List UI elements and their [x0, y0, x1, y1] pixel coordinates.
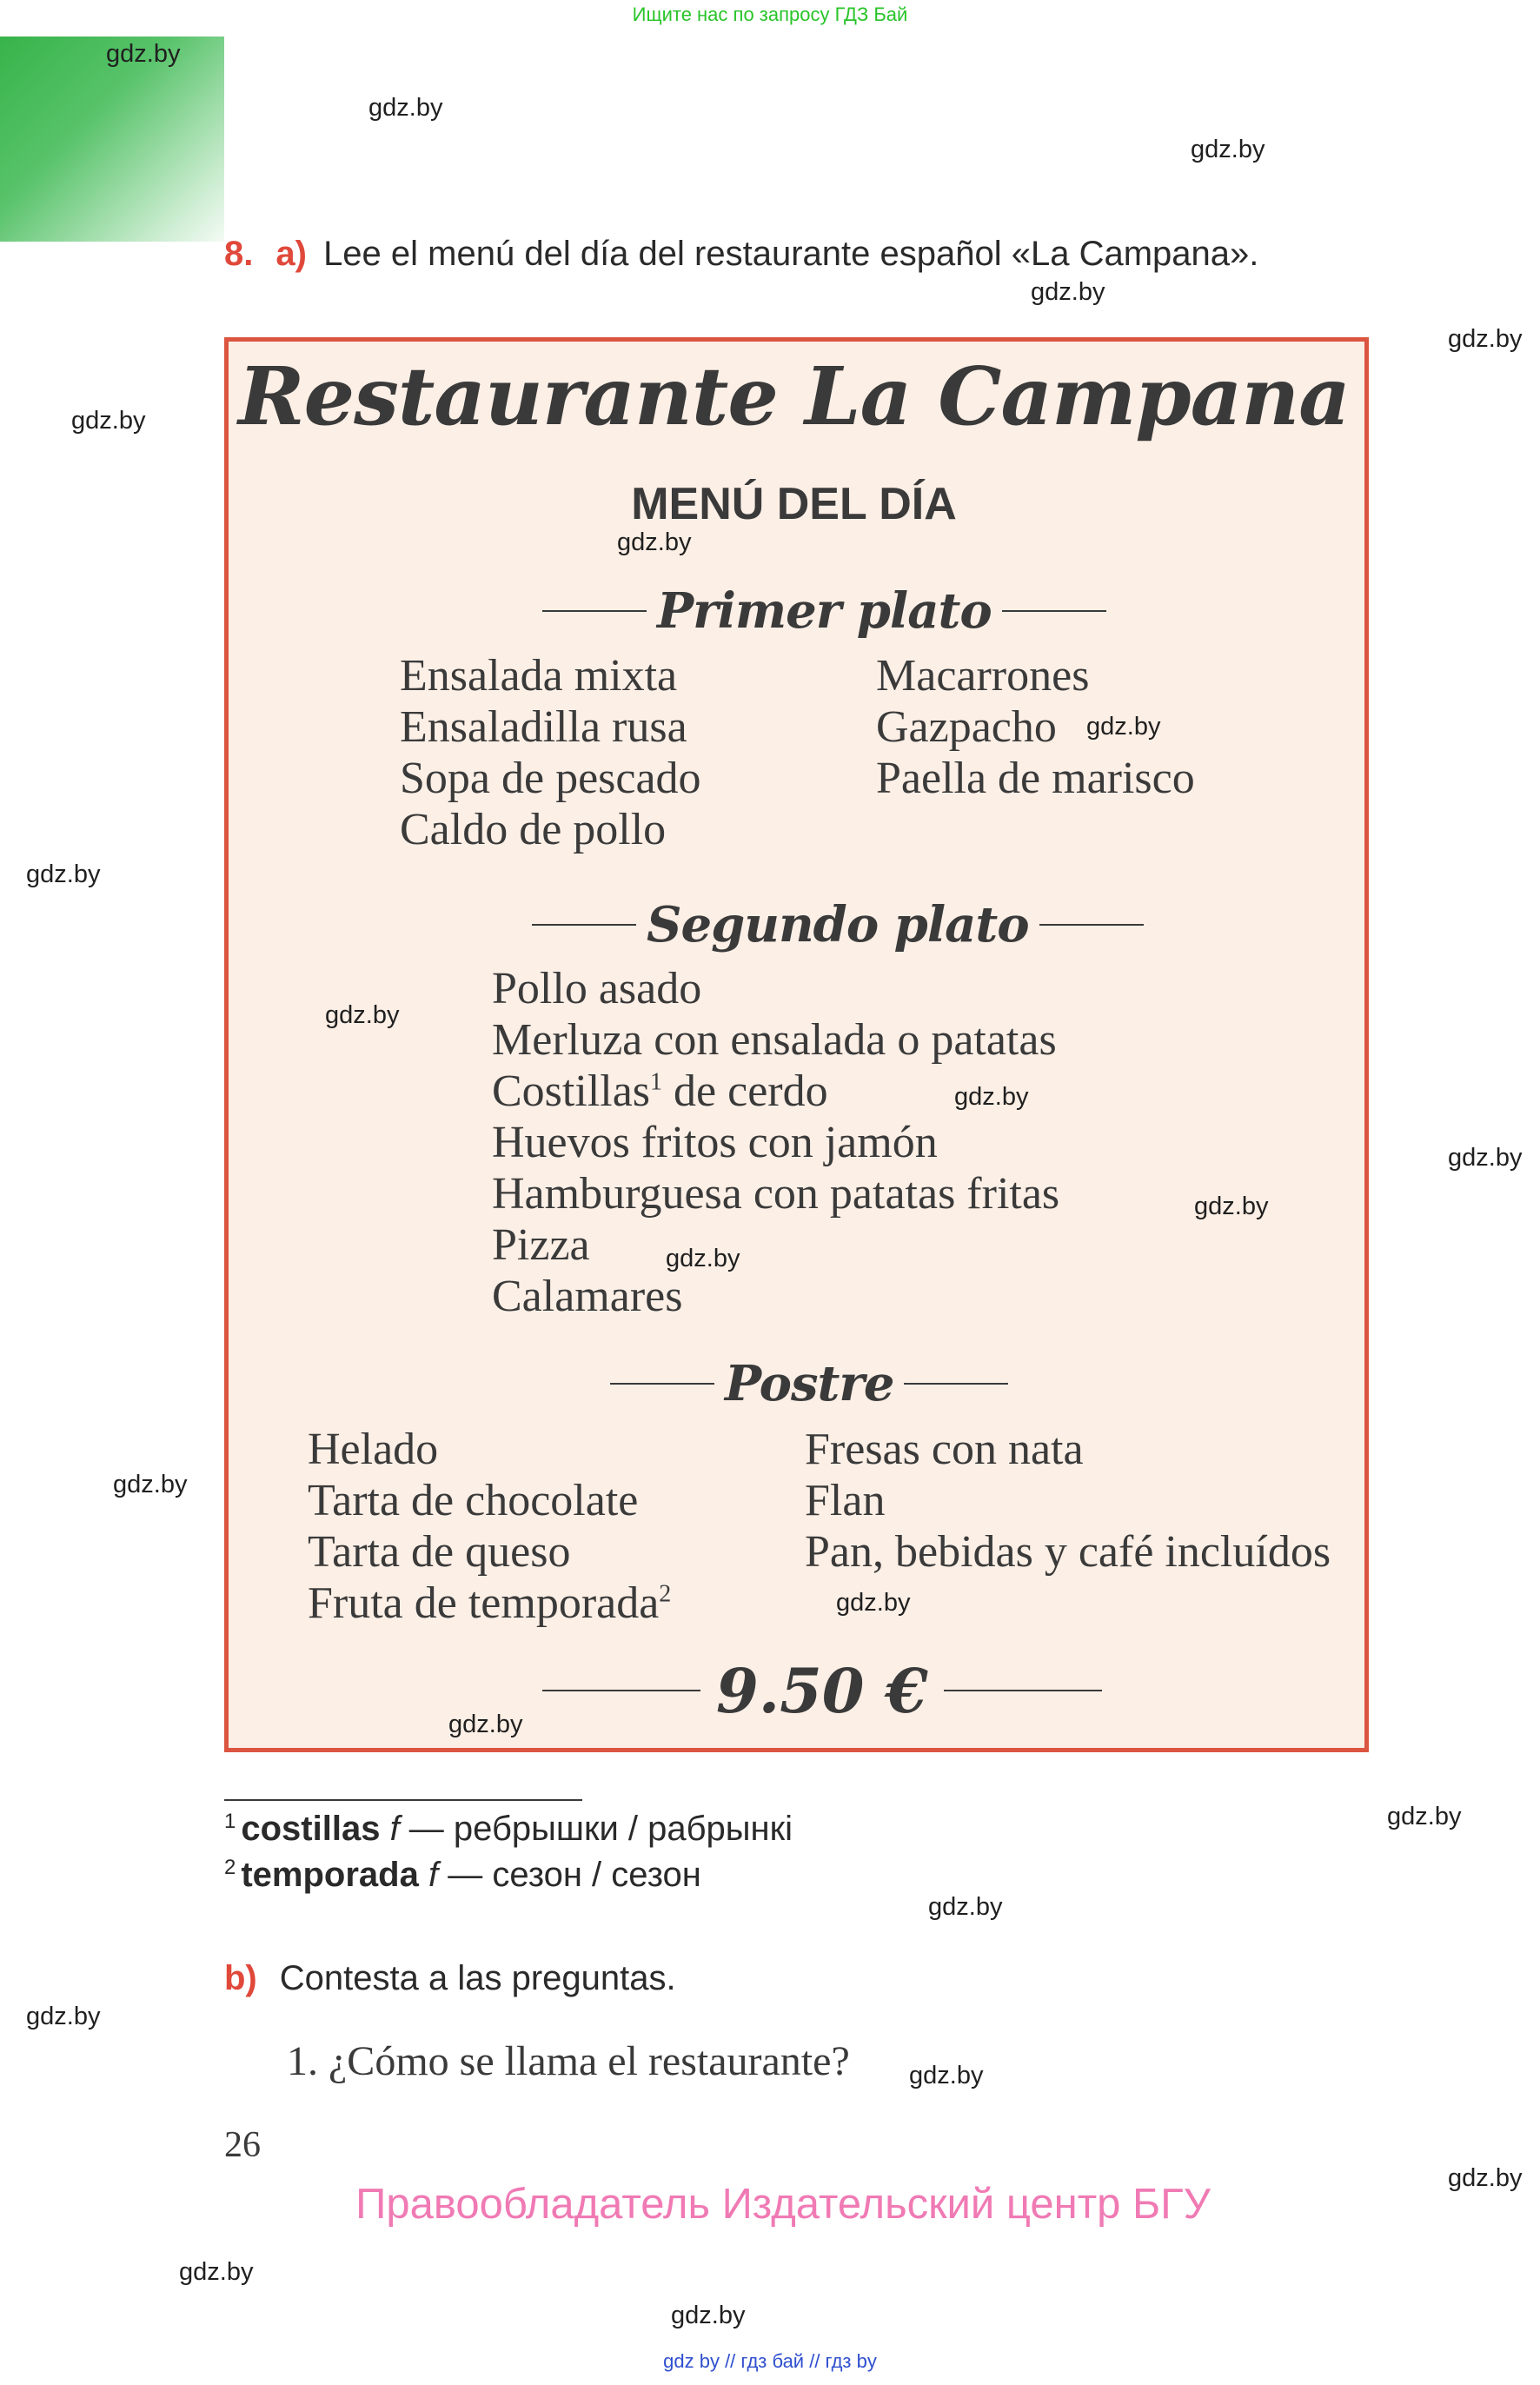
watermark: gdz.by — [1031, 278, 1105, 306]
watermark: gdz.by — [666, 1245, 740, 1272]
menu-item: Ensalada mixta — [400, 651, 678, 701]
watermark: gdz.by — [1448, 325, 1523, 353]
menu-item: Merluza con ensalada o patatas — [492, 1015, 1057, 1065]
menu-item-text: Costillas — [492, 1066, 651, 1116]
menu-item: Pollo asado — [492, 964, 702, 1013]
menu-item-text: de cerdo — [662, 1066, 828, 1116]
footnote-word: costillas — [241, 1810, 381, 1848]
footnote-number: 1 — [224, 1809, 236, 1833]
task-letter-b: b) — [224, 1959, 257, 1997]
watermark: gdz.by — [954, 1083, 1029, 1111]
task-letter-a: a) — [275, 235, 307, 273]
watermark: gdz.by — [325, 1001, 400, 1029]
bottom-links[interactable]: gdz by // гдз бай // гдз by — [663, 2350, 877, 2372]
watermark: gdz.by — [1448, 2164, 1523, 2192]
menu-item: Paella de marisco — [876, 754, 1195, 803]
menu-item: Ensaladilla rusa — [400, 702, 687, 752]
watermark: gdz.by — [928, 1893, 1003, 1921]
menu-item: Flan — [805, 1476, 886, 1525]
heading-rule-left — [532, 924, 636, 926]
watermark: gdz.by — [106, 40, 181, 68]
footnote-gender: f — [389, 1810, 400, 1848]
footnote-marker: 1 — [650, 1068, 663, 1096]
menu-item: Macarrones — [876, 651, 1090, 701]
heading-rule-left — [542, 610, 647, 612]
price-rule-right — [944, 1690, 1102, 1691]
watermark: gdz.by — [1448, 1144, 1523, 1172]
task-8a — [224, 235, 1258, 274]
heading-rule-right — [904, 1383, 1008, 1385]
menu-item: Sopa de pescado — [400, 754, 701, 803]
footnote-marker: 2 — [659, 1580, 672, 1608]
menu-price: 9.50 € — [716, 1654, 928, 1727]
task-a-text: Lee el menú del día del restaurante español «La Campana». — [323, 235, 1259, 273]
watermark: gdz.by — [1086, 713, 1161, 741]
menu-item: Huevos fritos con jamón — [492, 1118, 938, 1167]
watermark: gdz.by — [71, 407, 146, 435]
menu-item: Gazpacho — [876, 702, 1057, 752]
watermark: gdz.by — [1387, 1803, 1462, 1830]
heading-rule-right — [1002, 610, 1106, 612]
menu-item: Caldo de pollo — [400, 805, 667, 854]
section-heading-segundo-plato — [532, 896, 1144, 953]
footnote-translation: — ребрышки / рабрынкі — [399, 1810, 793, 1848]
footnote-divider — [224, 1799, 582, 1801]
task-number: 8. — [224, 235, 254, 273]
menu-item: Pan, bebidas y café incluídos — [805, 1527, 1331, 1577]
watermark: gdz.by — [26, 2003, 101, 2030]
heading-primer-plato: Primer plato — [657, 582, 992, 640]
watermark: gdz.by — [909, 2062, 984, 2089]
watermark: gdz.by — [113, 1471, 188, 1498]
menu-item: Helado — [308, 1425, 439, 1474]
section-heading-primer-plato — [542, 582, 1106, 640]
heading-postre: Postre — [725, 1355, 894, 1412]
heading-rule-left — [610, 1383, 714, 1385]
copyright-notice: Правообладатель Издательский центр БГУ — [355, 2181, 1211, 2228]
watermark: gdz.by — [26, 860, 101, 888]
top-search-note[interactable]: Ищите нас по запросу ГДЗ Бай — [632, 3, 908, 25]
menu-price-row — [542, 1656, 1102, 1725]
menu-item: Tarta de queso — [308, 1527, 571, 1577]
menu-item — [492, 1066, 828, 1117]
task-8b — [224, 1959, 676, 1998]
menu-subtitle: MENÚ DEL DÍA — [631, 479, 957, 529]
menu-item: Fresas con nata — [805, 1425, 1084, 1474]
footnote-number: 2 — [224, 1855, 236, 1879]
footnote-1 — [224, 1810, 793, 1849]
footnote-2 — [224, 1856, 701, 1895]
watermark: gdz.by — [836, 1589, 911, 1617]
question-1: 1. ¿Cómo se llama el restaurante? — [287, 2038, 850, 2084]
watermark: gdz.by — [617, 528, 692, 556]
watermark: gdz.by — [1191, 136, 1265, 163]
menu-item — [308, 1578, 671, 1629]
watermark: gdz.by — [671, 2302, 746, 2329]
price-rule-left — [542, 1690, 700, 1691]
footnote-word: temporada — [241, 1856, 419, 1894]
watermark: gdz.by — [368, 94, 443, 122]
menu-item: Tarta de chocolate — [308, 1476, 639, 1525]
page-number: 26 — [224, 2125, 261, 2165]
footnote-gender: f — [428, 1856, 439, 1894]
watermark: gdz.by — [448, 1711, 523, 1738]
heading-rule-right — [1039, 924, 1144, 926]
section-heading-postre — [610, 1355, 1008, 1412]
menu-item: Hamburguesa con patatas fritas — [492, 1169, 1060, 1219]
menu-title: Restaurante La Campana — [238, 349, 1350, 443]
task-b-text: Contesta a las preguntas. — [279, 1959, 676, 1997]
menu-item: Calamares — [492, 1272, 683, 1321]
footnote-translation: — сезон / сезон — [438, 1856, 701, 1894]
menu-item-text: Fruta de temporada — [308, 1578, 660, 1628]
heading-segundo-plato: Segundo plato — [647, 896, 1029, 953]
watermark: gdz.by — [179, 2258, 254, 2286]
menu-item: Pizza — [492, 1220, 590, 1270]
watermark: gdz.by — [1194, 1192, 1269, 1220]
